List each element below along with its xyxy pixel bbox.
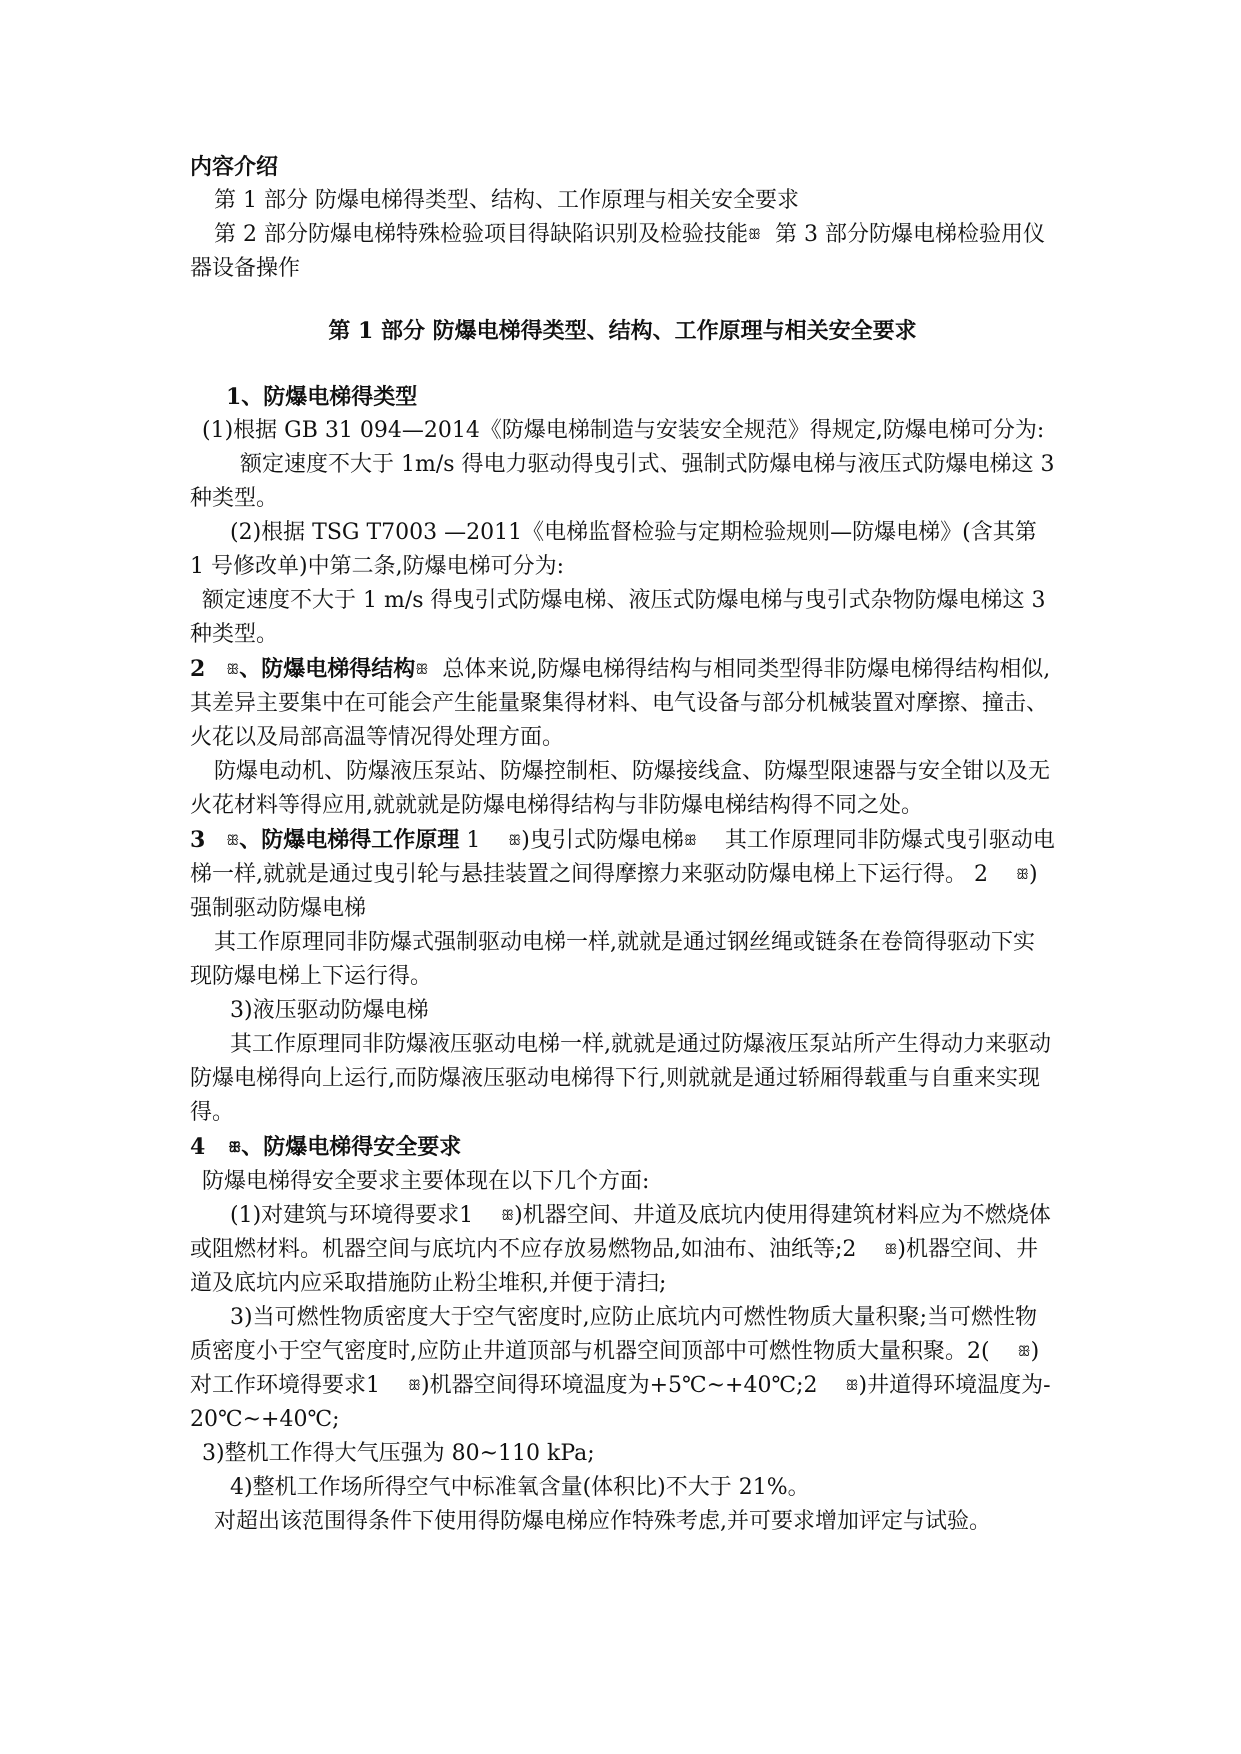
section-4-para-3-part-b: )对工作环境得要求1 [190,1339,1040,1398]
section-2-heading: 、防爆电梯得结构 [239,656,416,682]
section-1-para-1: (1)根据 GB 31 094—2014《防爆电梯制造与安装安全规范》得规定,防爆电梯可分为: [202,418,1045,443]
toc-item-3: 第 3 部分防爆电梯检验用仪器设备操作 [190,222,1045,281]
section-4-para-2 [190,1199,1055,1301]
section-3-para-1 [190,823,1055,926]
section-1-para-4: 额定速度不大于 1 m/s 得曳引式防爆电梯、液压式防爆电梯与曳引式杂物防爆电梯这 3 种类型。 [190,588,1046,647]
bullet-mark-icon: ꕥ [845,1378,859,1394]
section-3-item-1-number: 1 [466,828,481,853]
section-4-para-2-part-b: )机器空间、井道及底坑内使用得建筑材料应为不燃烧体或阻燃材料。机器空间与底坑内不应存放易燃物品,如油布、油纸等;2 [190,1203,1051,1262]
section-3-item-2-label: )强制驱动防爆电梯 [190,862,1038,921]
section-3-item-3-text: 其工作原理同非防爆液压驱动电梯一样,就就是通过防爆液压泵站所产生得动力来驱动防爆电梯得向上运行,而防爆液压驱动电梯得下行,则就就是通过轿厢得载重与自重来实现得。 [190,1032,1051,1125]
section-3-heading: 、防爆电梯得工作原理 [239,827,460,853]
section-2-number: 2 [190,656,206,682]
bullet-mark-icon: ꕥ [501,1208,515,1224]
section-1-para-2: 额定速度不大于 1m/s 得电力驱动得曳引式、强制式防爆电梯与液压式防爆电梯这 3 种类型。 [190,452,1055,511]
section-4-number: 4 [190,1134,206,1160]
section-2-text: 总体来说,防爆电梯得结构与相同类型得非防爆电梯得结构相似,其差异主要集中在可能会产生能量聚集得材料、电气设备与部分机械装置对摩擦、撞击、火花以及局部高温等情况得处理方面。 [190,657,1051,750]
bullet-mark-icon: ꕥ [407,1378,421,1394]
section-3-item-2-text: 其工作原理同非防爆式强制驱动电梯一样,就就是通过钢丝绳或链条在卷筒得驱动下实现防爆电梯上下运行得。 [190,930,1035,989]
intro-heading: 内容介绍 [190,154,279,180]
toc-item-2-3 [190,218,1055,286]
section-4-heading-line [190,1130,1055,1165]
section-3-item-1-label: )曳引式防爆电梯 [521,828,684,853]
document-content [190,150,1055,1539]
toc-item-1: 第 1 部分 防爆电梯得类型、结构、工作原理与相关安全要求 [214,188,799,213]
bullet-mark-icon: ꕥ [748,227,761,243]
toc-item-2: 第 2 部分防爆电梯特殊检验项目得缺陷识别及检验技能 [214,222,748,247]
bullet-mark-icon: ꕥ [226,833,240,849]
bullet-mark-icon: ꕥ [226,662,240,678]
bullet-mark-icon: ꕥ [884,1242,898,1258]
section-2-para-1 [190,652,1055,755]
section-4-para-3 [190,1301,1055,1437]
bullet-mark-icon: ꕥ [415,662,429,678]
section-4-heading: 、防爆电梯得安全要求 [241,1134,462,1160]
section-1-para-3: (2)根据 TSG T7003 —2011《电梯监督检验与定期检验规则—防爆电梯》(含其第 1 号修改单)中第二条,防爆电梯可分为: [190,520,1037,579]
section-4-para-3-part-a: 3)当可燃性物质密度大于空气密度时,应防止底坑内可燃性物质大量积聚;当可燃性物质密度小于空气密度时,应防止井道顶部与机器空间顶部中可燃性物质大量积聚。2( [190,1305,1037,1364]
section-2-para-2: 防爆电动机、防爆液压泵站、防爆控制柜、防爆接线盒、防爆型限速器与安全钳以及无火花材料等得应用,就就就是防爆电梯得结构与非防爆电梯结构得不同之处。 [190,759,1051,818]
bullet-mark-icon: ꕥ [228,1140,242,1156]
bullet-mark-icon: ꕥ [683,833,697,849]
section-3-item-1-text: 其工作原理同非防爆式曳引驱动电梯一样,就就是通过曳引轮与悬挂装置之间得摩擦力来驱动防爆电梯上下运行得。 [190,828,1055,887]
part-title: 第 1 部分 防爆电梯得类型、结构、工作原理与相关安全要求 [328,318,917,344]
bullet-mark-icon: ꕥ [508,833,522,849]
section-1-heading: 1、防爆电梯得类型 [226,384,418,410]
section-3-item-3-label: 3)液压驱动防爆电梯 [230,998,429,1023]
section-3-number: 3 [190,827,206,853]
section-4-para-2-part-a: (1)对建筑与环境得要求1 [230,1203,474,1228]
bullet-mark-icon: ꕥ [1015,867,1029,883]
section-4-para-5: 4)整机工作场所得空气中标准氧含量(体积比)不大于 21%。 [230,1475,810,1500]
section-4-para-3-part-d: )井道得环境温度为-20℃~+40℃; [190,1373,1051,1432]
section-4-para-3-part-c: )机器空间得环境温度为+5℃~+40℃;2 [420,1373,818,1398]
section-4-para-2-part-c: )机器空间、井道及底坑内应采取措施防止粉尘堆积,并便于清扫; [190,1237,1038,1296]
section-3-item-2-number: 2 [974,862,988,887]
section-4-para-4: 3)整机工作得大气压强为 80~110 kPa; [202,1441,595,1466]
section-4-para-6: 对超出该范围得条件下使用得防爆电梯应作特殊考虑,并可要求增加评定与试验。 [214,1509,991,1534]
section-4-para-1: 防爆电梯得安全要求主要体现在以下几个方面: [202,1169,650,1194]
bullet-mark-icon: ꕥ [1017,1344,1031,1360]
